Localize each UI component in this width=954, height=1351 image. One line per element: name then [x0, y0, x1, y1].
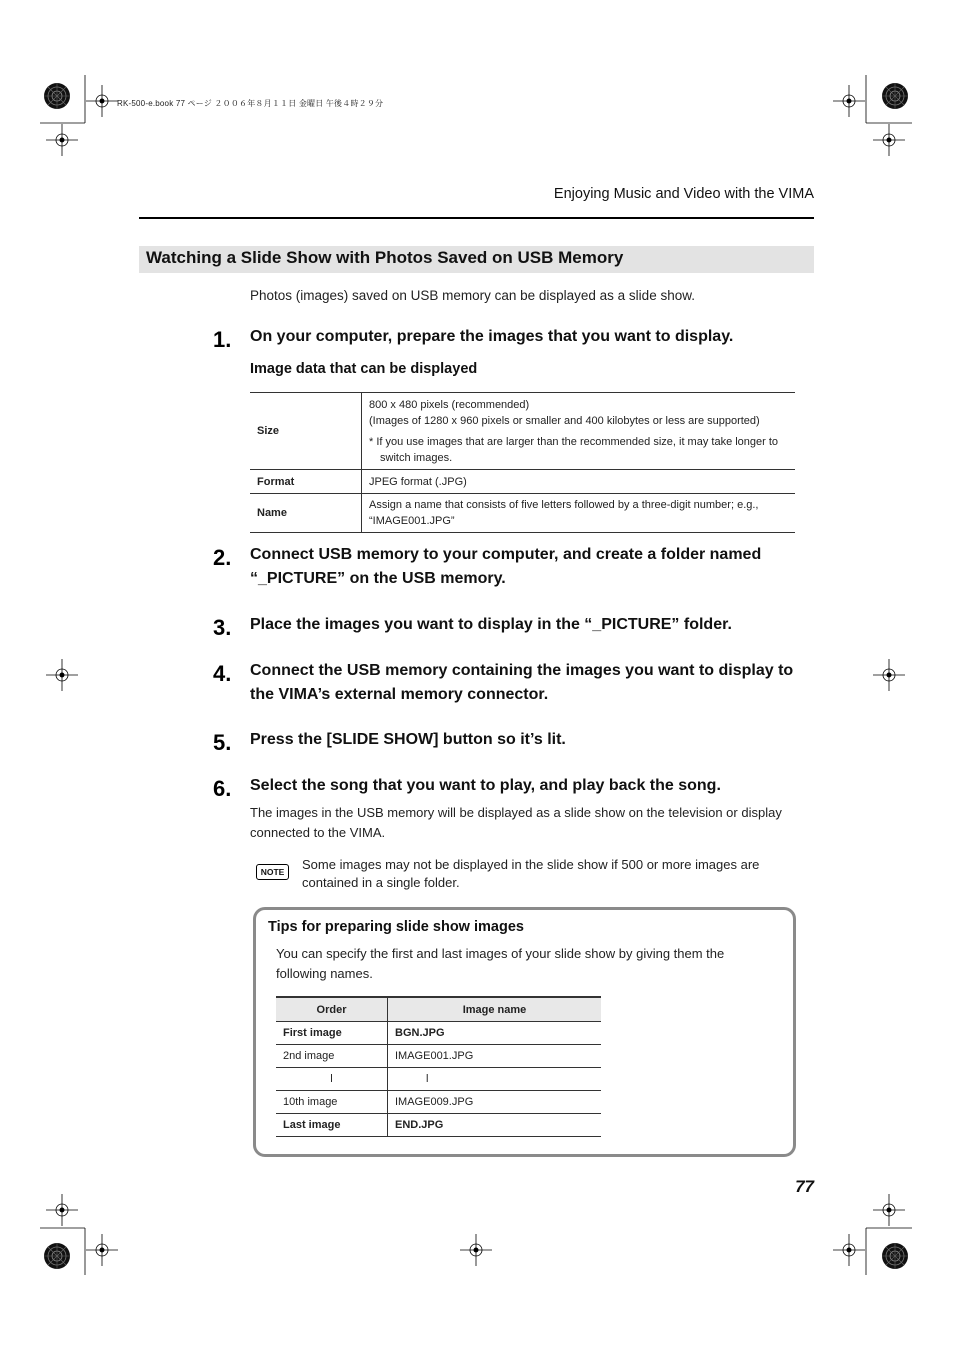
order-cell: First image [276, 1022, 388, 1045]
step-6-body: The images in the USB memory will be displayed as a slide show on the television or display connected to the VIMA. [250, 805, 782, 840]
tips-title: Tips for preparing slide show images [268, 919, 524, 935]
header-rule [139, 217, 814, 219]
step-2-text: Connect USB memory to your computer, and create a folder named “_PICTURE” on the USB memory. [250, 546, 762, 587]
running-head: Enjoying Music and Video with the VIMA [553, 186, 814, 202]
image-name-cell: IMAGE009.JPG [388, 1091, 602, 1114]
size-line-2: (Images of 1280 x 960 pixels or smaller and 400 kilobytes or less are supported) [369, 414, 760, 427]
image-name-cell: IMAGE001.JPG [388, 1045, 602, 1068]
note-text: Some images may not be displayed in the slide show if 500 or more images are contained in a single folder. [302, 857, 760, 890]
order-cell: Last image [276, 1114, 388, 1137]
table-row [276, 1022, 601, 1045]
order-cell: 2nd image [276, 1045, 388, 1068]
format-label: Format [250, 470, 362, 494]
size-value [362, 393, 796, 470]
step-5-number: 5. [213, 730, 232, 755]
table-row [250, 470, 795, 494]
name-value [362, 494, 796, 533]
name-value-text: Assign a name that consists of five letters followed by a three-digit number; e.g., “IMAGE001.JPG” [369, 499, 759, 527]
size-line-1: 800 x 480 pixels (recommended) [369, 398, 530, 411]
image-name-cell: l [388, 1068, 602, 1091]
section-title: Watching a Slide Show with Photos Saved on USB Memory [146, 248, 624, 267]
print-info: RK-500-e.book 77 ページ ２００６年８月１１日 金曜日 午後４時２９分 [117, 99, 384, 108]
size-label: Size [250, 393, 362, 470]
page-number: 77 [795, 1177, 814, 1196]
col-image-name-header: Image name [388, 997, 602, 1022]
step-1-number: 1. [213, 327, 232, 352]
image-name-cell: BGN.JPG [388, 1022, 602, 1045]
table-row [250, 393, 795, 470]
step-3-number: 3. [213, 615, 232, 640]
table-row [276, 1114, 601, 1137]
intro-paragraph: Photos (images) saved on USB memory can be displayed as a slide show. [250, 288, 695, 303]
name-label: Name [250, 494, 362, 533]
order-cell: 10th image [276, 1091, 388, 1114]
image-spec-table [250, 392, 795, 533]
tips-text: You can specify the first and last images of your slide show by giving them the following names. [276, 946, 725, 981]
size-note: * If you use images that are larger than the recommended size, it may take longer to switch images. [369, 435, 779, 464]
table-row [276, 1091, 601, 1114]
step-4-number: 4. [213, 661, 232, 686]
table-header-row [276, 997, 601, 1022]
col-order-header: Order [276, 997, 388, 1022]
format-value: JPEG format (.JPG) [362, 470, 796, 494]
note-icon: NOTE [256, 864, 289, 880]
step-6-number: 6. [213, 776, 232, 801]
image-name-table [276, 996, 601, 1137]
step-5-text: Press the [SLIDE SHOW] button so it’s lit. [250, 731, 566, 748]
step-6-text: Select the song that you want to play, and play back the song. [250, 777, 721, 794]
step-4-text: Connect the USB memory containing the images you want to display to the VIMA’s external memory connector. [250, 662, 794, 703]
order-cell: l [276, 1068, 388, 1091]
image-data-heading: Image data that can be displayed [250, 361, 478, 377]
image-name-cell: END.JPG [388, 1114, 602, 1137]
step-1-text: On your computer, prepare the images that you want to display. [250, 328, 734, 345]
step-2-number: 2. [213, 545, 232, 570]
table-row [250, 494, 795, 533]
step-3-text: Place the images you want to display in the “_PICTURE” folder. [250, 616, 732, 633]
table-row [276, 1068, 601, 1091]
table-row [276, 1045, 601, 1068]
